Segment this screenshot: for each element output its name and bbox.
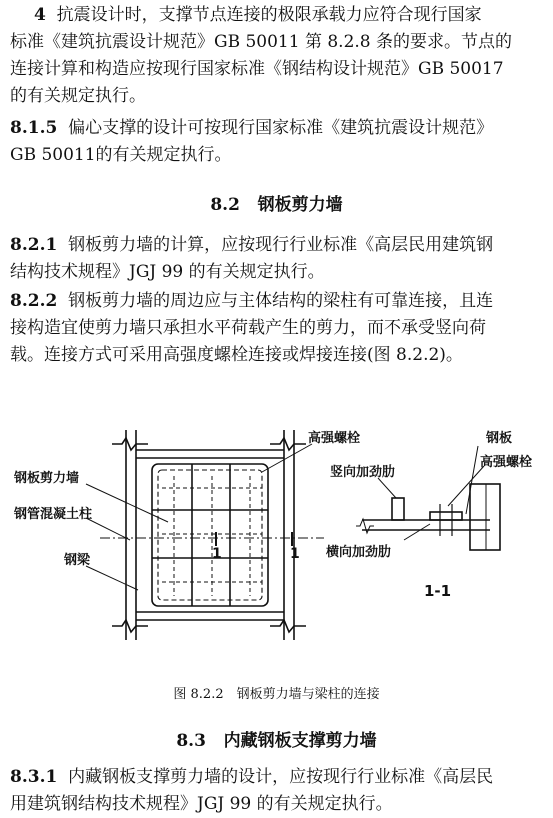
text-line: 钢板剪力墙的周边应与主体结构的梁柱有可靠连接，且连	[68, 291, 494, 311]
section-number: 8.3	[176, 731, 206, 751]
label-horizontal-stiffener: 横向加劲肋	[326, 545, 392, 560]
clause-number: 4	[34, 5, 46, 25]
clause-number: 8.2.2	[10, 291, 58, 311]
clause-number: 8.1.5	[10, 118, 58, 138]
leader-vertical-stiffener	[378, 478, 396, 498]
break-mark	[112, 620, 148, 632]
detail-steel-plate	[430, 512, 462, 520]
section-heading-8-2	[0, 190, 553, 215]
break-mark	[112, 438, 148, 450]
label-cut-left: 1	[212, 546, 222, 562]
para-4-line-1	[10, 2, 545, 29]
label-high-bolt-detail: 高强螺栓	[480, 455, 533, 470]
label-steel-wall: 钢板剪力墙	[14, 471, 80, 486]
label-vertical-stiffener: 竖向加劲肋	[330, 465, 396, 480]
leader-beam	[86, 566, 138, 590]
break-mark	[356, 519, 374, 533]
text-line: 内藏钢板支撑剪力墙的设计，应按现行行业标准《高层民	[68, 767, 494, 787]
break-mark	[270, 438, 306, 450]
figure-8-2-2	[0, 400, 553, 680]
detail-column	[470, 484, 500, 550]
break-mark	[270, 620, 306, 632]
section-title: 钢板剪力墙	[257, 195, 343, 215]
leader-column	[86, 518, 130, 540]
para-8-3-1-line-1	[10, 764, 545, 791]
detail-vertical-stiffener	[392, 498, 404, 520]
label-high-bolt: 高强螺栓	[308, 431, 361, 446]
para-8-2-1-line-2: 结构技术规程》JGJ 99 的有关规定执行。	[10, 262, 325, 282]
steel-plate-panel	[152, 464, 268, 606]
para-4-line-2: 标准《建筑抗震设计规范》GB 50011 第 8.2.8 条的要求。节点的	[10, 32, 513, 52]
leader-bolt	[448, 466, 484, 506]
label-section: 1-1	[424, 582, 452, 600]
text-line: 偏心支撑的设计可按现行国家标准《建筑抗震设计规范》	[68, 118, 494, 138]
text-line: 抗震设计时，支撑节点连接的极限承载力应符合现行国家	[56, 5, 482, 25]
section-title: 内藏钢板支撑剪力墙	[223, 731, 377, 751]
label-cft-column: 钢管混凝土柱	[14, 507, 93, 522]
para-8-1-5-line-2: GB 50011的有关规定执行。	[10, 145, 232, 165]
para-8-2-2-line-2: 接构造宜使剪力墙只承担水平荷载产生的剪力，而不承受竖向荷	[10, 318, 486, 338]
para-8-2-2-line-1	[10, 288, 545, 315]
para-8-2-2-line-3: 载。连接方式可采用高强度螺栓连接或焊接连接(图 8.2.2)。	[10, 345, 463, 365]
text-line: 钢板剪力墙的计算，应按现行行业标准《高层民用建筑钢	[68, 235, 494, 255]
para-8-2-1-line-1	[10, 232, 545, 259]
clause-number: 8.2.1	[10, 235, 58, 255]
clause-number: 8.3.1	[10, 767, 58, 787]
section-number: 8.2	[210, 195, 240, 215]
section-heading-8-3	[0, 726, 553, 751]
label-steel-plate: 钢板	[486, 431, 513, 446]
leader-horizontal-stiffener	[404, 524, 430, 540]
label-cut-right: 1	[290, 546, 300, 562]
leader-steel-wall	[86, 484, 168, 522]
para-4-line-3: 连接计算和构造应按现行国家标准《钢结构设计规范》GB 50017	[10, 59, 504, 79]
para-8-3-1-line-2: 用建筑钢结构技术规程》JGJ 99 的有关规定执行。	[10, 794, 393, 814]
label-beam: 钢梁	[64, 553, 91, 568]
para-4-line-4: 的有关规定执行。	[10, 86, 146, 106]
figure-caption: 图 8.2.2 钢板剪力墙与梁柱的连接	[173, 687, 380, 702]
para-8-1-5-line-1	[10, 115, 545, 142]
